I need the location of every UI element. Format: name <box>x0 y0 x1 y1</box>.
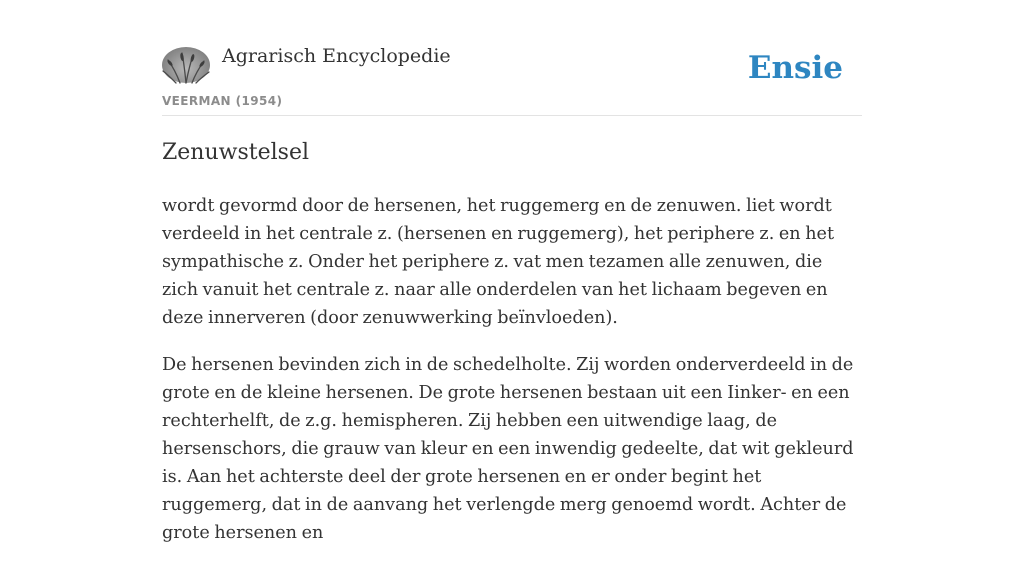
wheat-logo-icon[interactable] <box>162 47 210 83</box>
site-name[interactable]: Agrarisch Encyclopedie <box>222 45 451 67</box>
article-paragraph-1: wordt gevormd door de hersenen, het ruggemerg en de zenuwen. liet wordt verdeeld in het centrale z. (hersenen en ruggemerg), het periphere z. en het sympathische z. Onder het periphere z. vat men tezamen alle zenuwen, die zich vanuit het centrale z. naar alle onderdelen van het lichaam begeven en deze innerveren (door zenuwwerking beïnvloeden). <box>162 196 835 328</box>
article-paragraph-2: De hersenen bevinden zich in de schedelholte. Zij worden onderverdeeld in de grote en de kleine hersenen. De grote hersenen bestaan uit een Iinker- en een rechterhelft, de z.g. hemispheren. Zij hebben een uitwendige laag, de hersenschors, die grauw van kleur en een inwendig gedeelte, dat wit gekleurd is. Aan het achterste deel der grote hersenen en er onder begint het ruggemerg, dat in de aanvang het verlengde merg genoemd wordt. Achter de grote hersenen en <box>162 355 854 543</box>
article-body <box>162 192 862 566</box>
brand-logo[interactable]: Ensie <box>747 50 843 86</box>
page-title: Zenuwstelsel <box>162 140 310 165</box>
content-container <box>162 0 862 543</box>
edition-label: VEERMAN (1954) <box>162 94 283 108</box>
site-header <box>162 0 862 116</box>
